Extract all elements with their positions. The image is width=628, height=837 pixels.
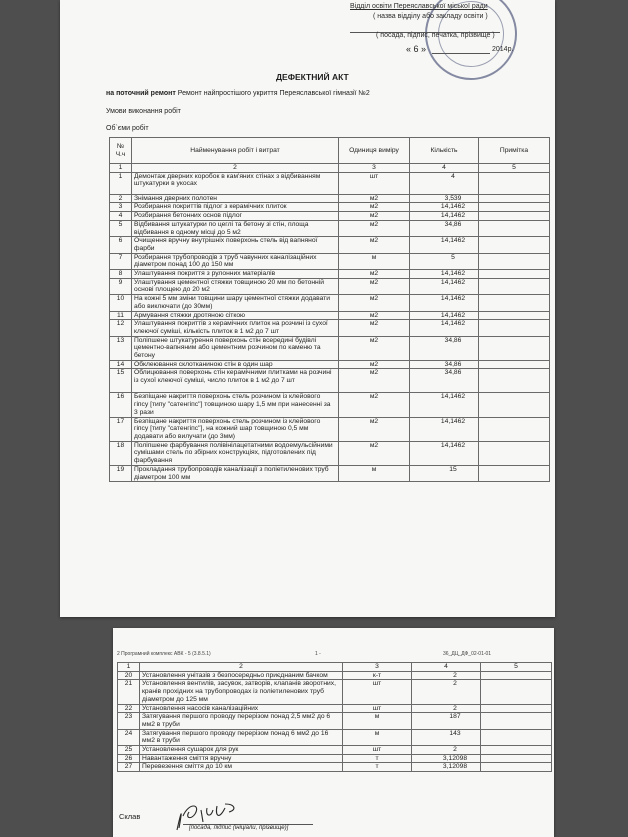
row-unit: т <box>343 754 412 763</box>
table-row <box>110 172 550 194</box>
row-number: 5 <box>110 220 132 236</box>
row-note <box>479 203 550 212</box>
row-number: 16 <box>110 393 132 417</box>
table-row <box>110 194 550 203</box>
row-unit: м <box>339 253 410 269</box>
row-unit: м2 <box>339 369 410 393</box>
row-note <box>479 311 550 320</box>
row-unit: м2 <box>339 203 410 212</box>
row-unit: м2 <box>339 441 410 465</box>
row-work-name: Безпіщане накриття поверхонь стель розчином із клейового гіпсу [типу "сатенгіпс"], на кожний шар товщиною 0,5 мм додавати або вилучати (до 3мм) <box>132 417 339 441</box>
row-unit: м2 <box>339 220 410 236</box>
row-unit: м <box>339 465 410 481</box>
table-row <box>110 360 550 369</box>
header-unit: Одиниця виміру <box>339 138 410 164</box>
row-number: 7 <box>110 253 132 269</box>
row-number: 24 <box>118 729 140 745</box>
row-number: 3 <box>110 203 132 212</box>
row-note <box>481 746 552 755</box>
document-code: 36_ДЦ_ДФ_02-01-01 <box>443 651 492 657</box>
table-row <box>110 441 550 465</box>
row-note <box>479 220 550 236</box>
row-number: 19 <box>110 465 132 481</box>
date-day-value: 6 <box>413 44 419 54</box>
row-quantity: 5 <box>410 253 479 269</box>
date-day: « 6 » <box>406 44 427 54</box>
row-work-name: Розбирання трубопроводів з труб чавунних каналізаційних діаметром понад 100 до 150 мм <box>132 253 339 269</box>
colnum: 2 <box>132 164 339 173</box>
header-qty: Кількість <box>410 138 479 164</box>
row-quantity: 15 <box>410 465 479 481</box>
row-work-name: Установлення вентилів, засувок, затворів, клапанів зворотних, кранів прохідних на трубопроводах із поліетиленових труб діаметром до 125 мм <box>140 680 343 704</box>
row-quantity: 14,1462 <box>410 270 479 279</box>
row-note <box>479 417 550 441</box>
row-work-name: Улаштування цементної стяжки товщиною 20 мм по бетонній основі площею до 20 м2 <box>132 278 339 294</box>
table-row <box>110 393 550 417</box>
row-work-name: Перевезення сміття до 10 км <box>140 763 343 772</box>
table-row <box>110 336 550 360</box>
table-row <box>110 278 550 294</box>
row-work-name: Розбирання покриттів підлог з керамічних плиток <box>132 203 339 212</box>
row-quantity: 187 <box>412 713 481 729</box>
row-note <box>479 465 550 481</box>
signature-note: [посада, підпис (ініціали, прізвище)] <box>189 825 289 831</box>
table-row <box>118 680 552 704</box>
row-number: 14 <box>110 360 132 369</box>
row-quantity: 14,1462 <box>410 441 479 465</box>
row-work-name: Установлення унітазів з безпосередньо приєднаним бачком <box>140 671 343 680</box>
row-number: 23 <box>118 713 140 729</box>
department-note: ( назва відділу або закладу освіти ) <box>373 13 488 20</box>
column-number-row <box>110 164 550 173</box>
row-work-name: Поліпшене штукатурення поверхонь стін всередині будівлі цементно-вапняним або цементним розчином по каменю та бетону <box>132 336 339 360</box>
header-number: № Ч.ч <box>110 138 132 164</box>
row-quantity: 14,1462 <box>410 203 479 212</box>
table-row <box>110 270 550 279</box>
table-row <box>118 704 552 713</box>
colnum: 1 <box>110 164 132 173</box>
row-work-name: Установлення насосів каналізаційних <box>140 704 343 713</box>
row-quantity: 34,86 <box>410 369 479 393</box>
row-quantity: 2 <box>412 704 481 713</box>
volumes-label: Об`єми робіт <box>106 125 149 132</box>
row-note <box>479 172 550 194</box>
row-unit: м2 <box>339 417 410 441</box>
table-row <box>110 320 550 336</box>
row-note <box>479 320 550 336</box>
colnum: 2 <box>140 663 343 672</box>
row-work-name: Поліпшене фарбування полівінілацетатними водоемульсійними сумішами стель по збірних конструкціях, підготовлених під фарбування <box>132 441 339 465</box>
row-quantity: 2 <box>412 671 481 680</box>
table-row <box>110 237 550 253</box>
row-quantity: 14,1462 <box>410 311 479 320</box>
row-quantity: 14,1462 <box>410 295 479 311</box>
row-note <box>481 671 552 680</box>
row-unit: м2 <box>339 320 410 336</box>
row-work-name: Безпіщане накриття поверхонь стель розчином із клейового гіпсу [типу "сатенгіпс"] товщиною шару 1,5 мм при нанесенні за 3 рази <box>132 393 339 417</box>
row-quantity: 34,86 <box>410 360 479 369</box>
row-note <box>481 680 552 704</box>
row-note <box>479 369 550 393</box>
colnum: 5 <box>479 164 550 173</box>
row-note <box>479 441 550 465</box>
row-quantity: 34,86 <box>410 336 479 360</box>
compiled-by-label: Склав <box>119 812 141 821</box>
row-number: 17 <box>110 417 132 441</box>
table-row <box>110 311 550 320</box>
colnum: 4 <box>410 164 479 173</box>
row-quantity: 3,539 <box>410 194 479 203</box>
row-unit: м2 <box>339 336 410 360</box>
row-work-name: Відбивання штукатурки по цеглі та бетону зі стін, площа відбивання в одному місці до 5 м2 <box>132 220 339 236</box>
table-row <box>110 295 550 311</box>
row-number: 20 <box>118 671 140 680</box>
row-quantity: 2 <box>412 746 481 755</box>
row-work-name: Установлення сушарок для рук <box>140 746 343 755</box>
colnum: 4 <box>412 663 481 672</box>
colnum: 3 <box>339 164 410 173</box>
table-row <box>110 369 550 393</box>
row-unit: м2 <box>339 393 410 417</box>
row-unit: м2 <box>339 278 410 294</box>
table-row <box>110 203 550 212</box>
table-row <box>118 746 552 755</box>
row-work-name: На кожні 5 мм зміни товщини шару цементної стяжки додавати або виключати (до 30мм) <box>132 295 339 311</box>
row-note <box>479 393 550 417</box>
row-number: 13 <box>110 336 132 360</box>
row-work-name: Очищення вручну внутрішніх поверхонь стель від вапняної фарби <box>132 237 339 253</box>
header-note: Примітка <box>479 138 550 164</box>
row-unit: шт <box>339 172 410 194</box>
row-quantity: 14,1462 <box>410 278 479 294</box>
row-work-name: Обклеювання склотканиною стін в один шар <box>132 360 339 369</box>
conditions-label: Умови виконання робіт <box>106 108 181 115</box>
row-quantity: 143 <box>412 729 481 745</box>
row-number: 9 <box>110 278 132 294</box>
row-quantity: 34,86 <box>410 220 479 236</box>
row-quantity: 14,1462 <box>410 237 479 253</box>
row-unit: м2 <box>339 295 410 311</box>
row-note <box>479 270 550 279</box>
row-note <box>479 360 550 369</box>
table-header-row <box>110 138 550 164</box>
table-row <box>110 220 550 236</box>
row-unit: м2 <box>339 194 410 203</box>
row-work-name: Розбирання бетонних основ підлог <box>132 212 339 221</box>
row-unit: к-т <box>343 671 412 680</box>
row-note <box>481 704 552 713</box>
row-number: 11 <box>110 311 132 320</box>
row-work-name: Затягування першого проводу перерізом понад 2,5 мм2 до 6 мм2 в труби <box>140 713 343 729</box>
row-work-name: Демонтаж дверних коробок в кам'яних стінах з відбиванням штукатурки в укосах <box>132 172 339 194</box>
department-name: Відділ освіти Переяславської міської ради <box>350 3 488 10</box>
row-number: 10 <box>110 295 132 311</box>
date-month-line <box>432 53 490 54</box>
date-year: 2014р. <box>492 46 514 53</box>
column-number-row <box>118 663 552 672</box>
repair-line <box>106 90 370 97</box>
row-work-name: Улаштування покриттів з керамічних плиток на розчині із сухої клеючої суміші, кількість плиток в 1 м2 до 7 шт <box>132 320 339 336</box>
repair-label: на поточний ремонт <box>106 90 176 97</box>
row-unit: шт <box>343 746 412 755</box>
table-row <box>118 754 552 763</box>
row-unit: м2 <box>339 212 410 221</box>
row-unit: м2 <box>339 311 410 320</box>
row-number: 12 <box>110 320 132 336</box>
row-work-name: Затягування першого проводу перерізом понад 6 мм2 до 16 мм2 в труби <box>140 729 343 745</box>
row-number: 8 <box>110 270 132 279</box>
row-quantity: 4 <box>410 172 479 194</box>
table-row <box>110 417 550 441</box>
row-number: 1 <box>110 172 132 194</box>
document-title: ДЕФЕКТНИЙ АКТ <box>276 72 349 82</box>
row-quantity: 3,12098 <box>412 763 481 772</box>
colnum: 3 <box>343 663 412 672</box>
row-number: 6 <box>110 237 132 253</box>
row-number: 22 <box>118 704 140 713</box>
row-quantity: 14,1462 <box>410 320 479 336</box>
row-note <box>481 763 552 772</box>
row-work-name: Облицювання поверхонь стін керамічними плитками на розчині із сухої клеючої суміші, число плиток в 1 м2 до 7 шт <box>132 369 339 393</box>
row-work-name: Навантаження сміття вручну <box>140 754 343 763</box>
row-number: 15 <box>110 369 132 393</box>
row-unit: м2 <box>339 270 410 279</box>
row-number: 27 <box>118 763 140 772</box>
page-mark: 1 - <box>315 651 321 657</box>
row-number: 21 <box>118 680 140 704</box>
table-row <box>118 763 552 772</box>
row-note <box>479 278 550 294</box>
row-work-name: Прокладання трубопроводів каналізації з поліетиленових труб діаметром 100 мм <box>132 465 339 481</box>
table-row <box>118 729 552 745</box>
row-quantity: 2 <box>412 680 481 704</box>
repair-object: Ремонт найпростішого укриття Переяславської гімназії №2 <box>177 90 370 97</box>
colnum: 1 <box>118 663 140 672</box>
row-work-name: Улаштування покриття з рулонних матеріалів <box>132 270 339 279</box>
row-quantity: 14,1462 <box>410 393 479 417</box>
row-unit: м <box>343 729 412 745</box>
row-note <box>479 237 550 253</box>
works-table <box>109 137 550 482</box>
row-unit: т <box>343 763 412 772</box>
document-page-1 <box>60 0 555 617</box>
table-row <box>118 713 552 729</box>
row-note <box>481 729 552 745</box>
table-row <box>110 253 550 269</box>
row-number: 25 <box>118 746 140 755</box>
row-note <box>479 194 550 203</box>
colnum: 5 <box>481 663 552 672</box>
row-work-name: Армування стяжки дротяною сіткою <box>132 311 339 320</box>
row-note <box>479 253 550 269</box>
works-table-continued <box>117 662 552 772</box>
row-number: 18 <box>110 441 132 465</box>
table-row <box>110 465 550 481</box>
row-note <box>479 212 550 221</box>
table-row <box>118 671 552 680</box>
row-note <box>481 713 552 729</box>
row-note <box>479 336 550 360</box>
row-unit: м2 <box>339 360 410 369</box>
row-number: 26 <box>118 754 140 763</box>
row-unit: шт <box>343 680 412 704</box>
row-unit: шт <box>343 704 412 713</box>
row-quantity: 14,1462 <box>410 417 479 441</box>
software-label: 2 Програмний комплекс АВК - 5 (3.8.5.1) <box>117 651 211 657</box>
row-note <box>479 295 550 311</box>
row-quantity: 3,12098 <box>412 754 481 763</box>
row-unit: м <box>343 713 412 729</box>
document-page-2 <box>113 628 554 837</box>
row-note <box>481 754 552 763</box>
row-work-name: Знімання дверних полотен <box>132 194 339 203</box>
row-number: 4 <box>110 212 132 221</box>
row-unit: м2 <box>339 237 410 253</box>
header-name: Найменування робіт і витрат <box>132 138 339 164</box>
table-row <box>110 212 550 221</box>
row-number: 2 <box>110 194 132 203</box>
row-quantity: 14,1462 <box>410 212 479 221</box>
signature-note: ( посада, підпис, печатка, прізвище ) <box>376 32 495 39</box>
